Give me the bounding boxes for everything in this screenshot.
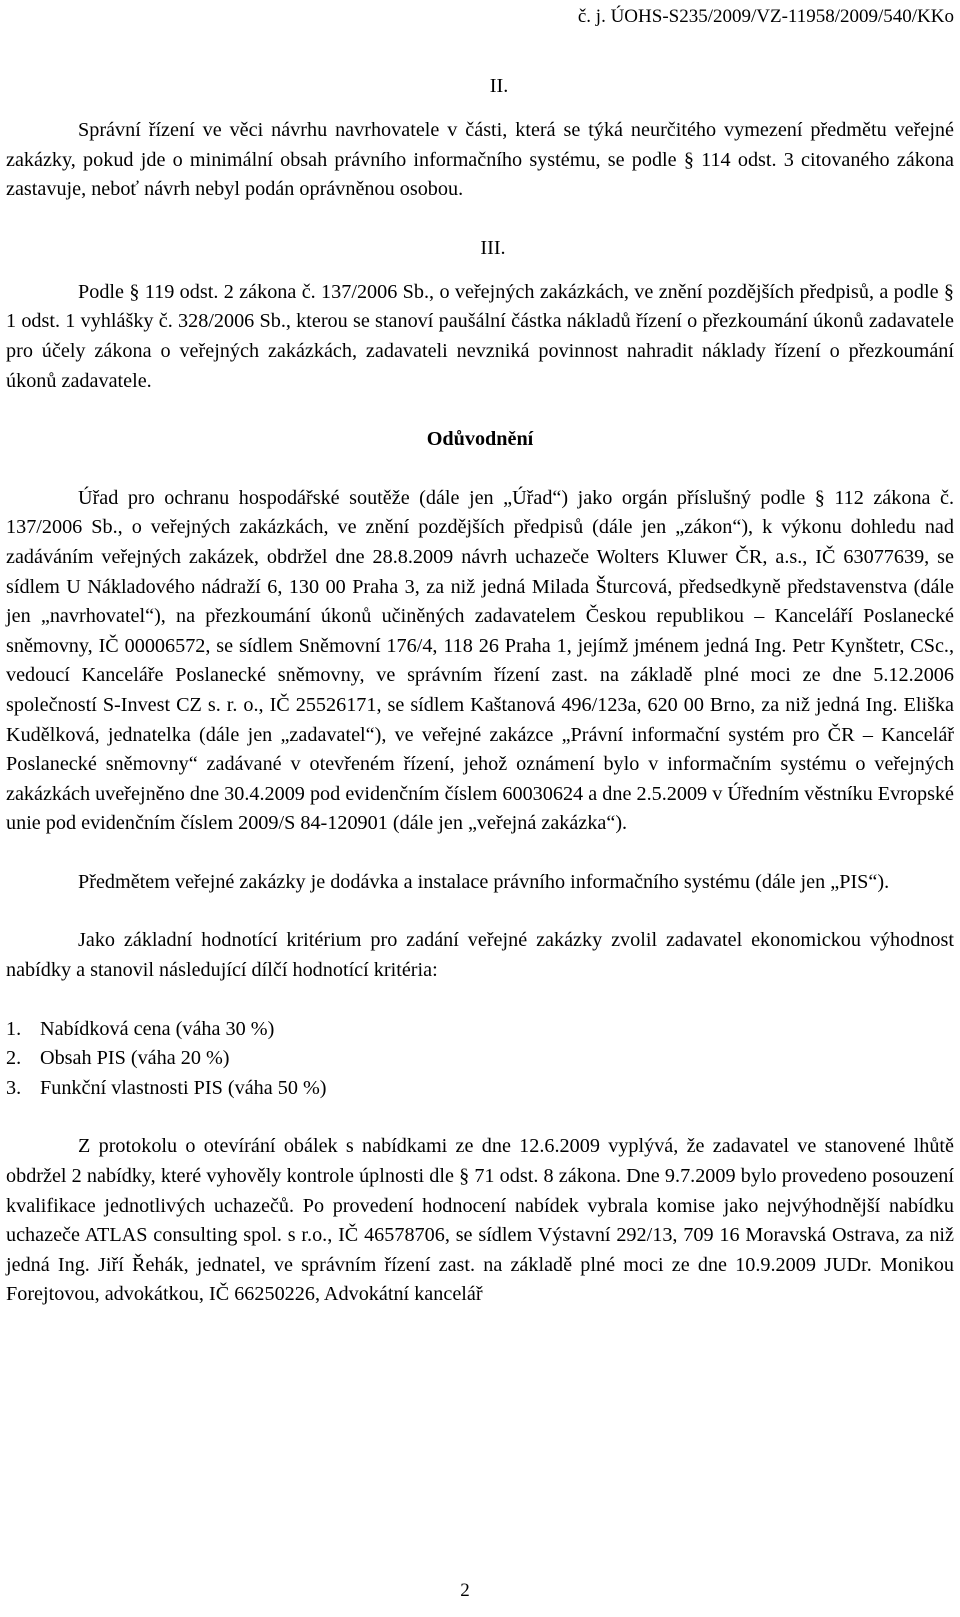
- page-number: 2: [460, 1580, 470, 1601]
- criteria-item-text: Obsah PIS (váha 20 %): [40, 1047, 230, 1070]
- reasoning-paragraph-1: Úřad pro ochranu hospodářské soutěže (dále jen „Úřad“) jako orgán příslušný podle § 112 zákona č. 137/2006 Sb., o veřejných zakázkách, ve znění pozdějších předpisů (dále jen „zákon“), k výkonu dohledu nad zadáváním veřejných zakázek, obdržel dne 28.8.2009 návrh uchazeče Wolters Kluwer ČR, a.s., IČ 63077639, se sídlem U Nákladového nádraží 6, 130 00 Praha 3, za niž jedná Milada Šturcová, předsedkyně představenstva (dále jen „navrhovatel“), na přezkoumání úkonů učiněných zadavatelem Českou republikou – Kanceláří Poslanecké sněmovny, IČ 00006572, se sídlem Sněmovní 176/4, 118 26 Praha 1, jejímž jménem jedná Ing. Petr Kynštetr, CSc., vedoucí Kanceláře Poslanecké sněmovny, ve správním řízení zast. na základě plné moci ze dne 5.12.2006 společností S-Invest CZ s. r. o., IČ 25526171, se sídlem Kaštanová 496/123a, 620 00 Brno, za niž jedná Ing. Eliška Kudělková, jednatelka (dále jen „zadavatel“), ve veřejné zakázce „Právní informační systém pro ČR – Kancelář Poslanecké sněmovny“ zadávané v otevřeném řízení, jehož oznámení bylo v informačním systému o veřejných zakázkách uveřejněno dne 30.4.2009 pod evidenčním číslem 60030624 a dne 2.5.2009 v Úředním věstníku Evropské unie pod evidenčním číslem 2009/S 84-120901 (dále jen „veřejná zakázka“).: [6, 486, 954, 835]
- section-number-ii: II.: [489, 75, 509, 97]
- criteria-item: [6, 1044, 954, 1074]
- section-ii-paragraph: Správní řízení ve věci návrhu navrhovatele v části, která se týká neurčitého vymezení předmětu veřejné zakázky, pokud jde o minimální obsah právního informačního systému, se podle § 114 odst. 3 citovaného zákona zastavuje, neboť návrh nebyl podán oprávněnou osobou.: [6, 119, 954, 201]
- reasoning-paragraph-3: Jako základní hodnotící kritérium pro zadání veřejné zakázky zvolil zadavatel ekonomickou výhodnost nabídky a stanovil následující dílčí hodnotící kritéria:: [6, 929, 954, 982]
- reasoning-paragraph-2: Předmětem veřejné zakázky je dodávka a instalace právního informačního systému (dále jen „PIS“).: [78, 870, 890, 893]
- reasoning-heading: Odůvodnění: [426, 428, 534, 451]
- section-number-iii: III.: [480, 236, 506, 259]
- section-iii-paragraph: Podle § 119 odst. 2 zákona č. 137/2006 Sb., o veřejných zakázkách, ve znění pozdějších předpisů, a podle § 1 odst. 1 vyhlášky č. 328/2006 Sb., kterou se stanoví paušální částka nákladů řízení o přezkoumání úkonů zadavatele pro účely zákona o veřejných zakázkách, zadavateli nevzniká povinnost nahradit náklady řízení o přezkoumání úkonů zadavatele.: [6, 280, 954, 392]
- criteria-item-number: 2.: [6, 1047, 22, 1070]
- criteria-item: [6, 1015, 954, 1045]
- reasoning-paragraph-4: Z protokolu o otevírání obálek s nabídkami ze dne 12.6.2009 vyplývá, že zadavatel ve stanovené lhůtě obdržel 2 nabídky, které vyhověly kontrole úplnosti dle § 71 odst. 8 zákona. Dne 9.7.2009 bylo provedeno posouzení kvalifikace jednotlivých uchazečů. Po provedení hodnocení nabídek vybrala komise jako nejvýhodnější nabídku uchazeče ATLAS consulting spol. s r.o., IČ 46578706, se sídlem Výstavní 292/13, 709 16 Moravská Ostrava, za niž jedná Ing. Jiří Řehák, jednatel, ve správním řízení zast. na základě plné moci ze dne 10.9.2009 JUDr. Monikou Forejtovou, advokátkou, IČ 66250226, Advokátní kancelář: [6, 1135, 954, 1306]
- reference-number: č. j. ÚOHS-S235/2009/VZ-11958/2009/540/KKo: [577, 6, 954, 27]
- criteria-item-text: Nabídková cena (váha 30 %): [40, 1017, 275, 1040]
- criteria-item-text: Funkční vlastnosti PIS (váha 50 %): [40, 1076, 327, 1099]
- criteria-list: [6, 1015, 954, 1104]
- criteria-item-number: 1.: [6, 1017, 22, 1040]
- document-body: [6, 72, 954, 1339]
- criteria-item: [6, 1074, 954, 1104]
- criteria-item-number: 3.: [6, 1076, 22, 1099]
